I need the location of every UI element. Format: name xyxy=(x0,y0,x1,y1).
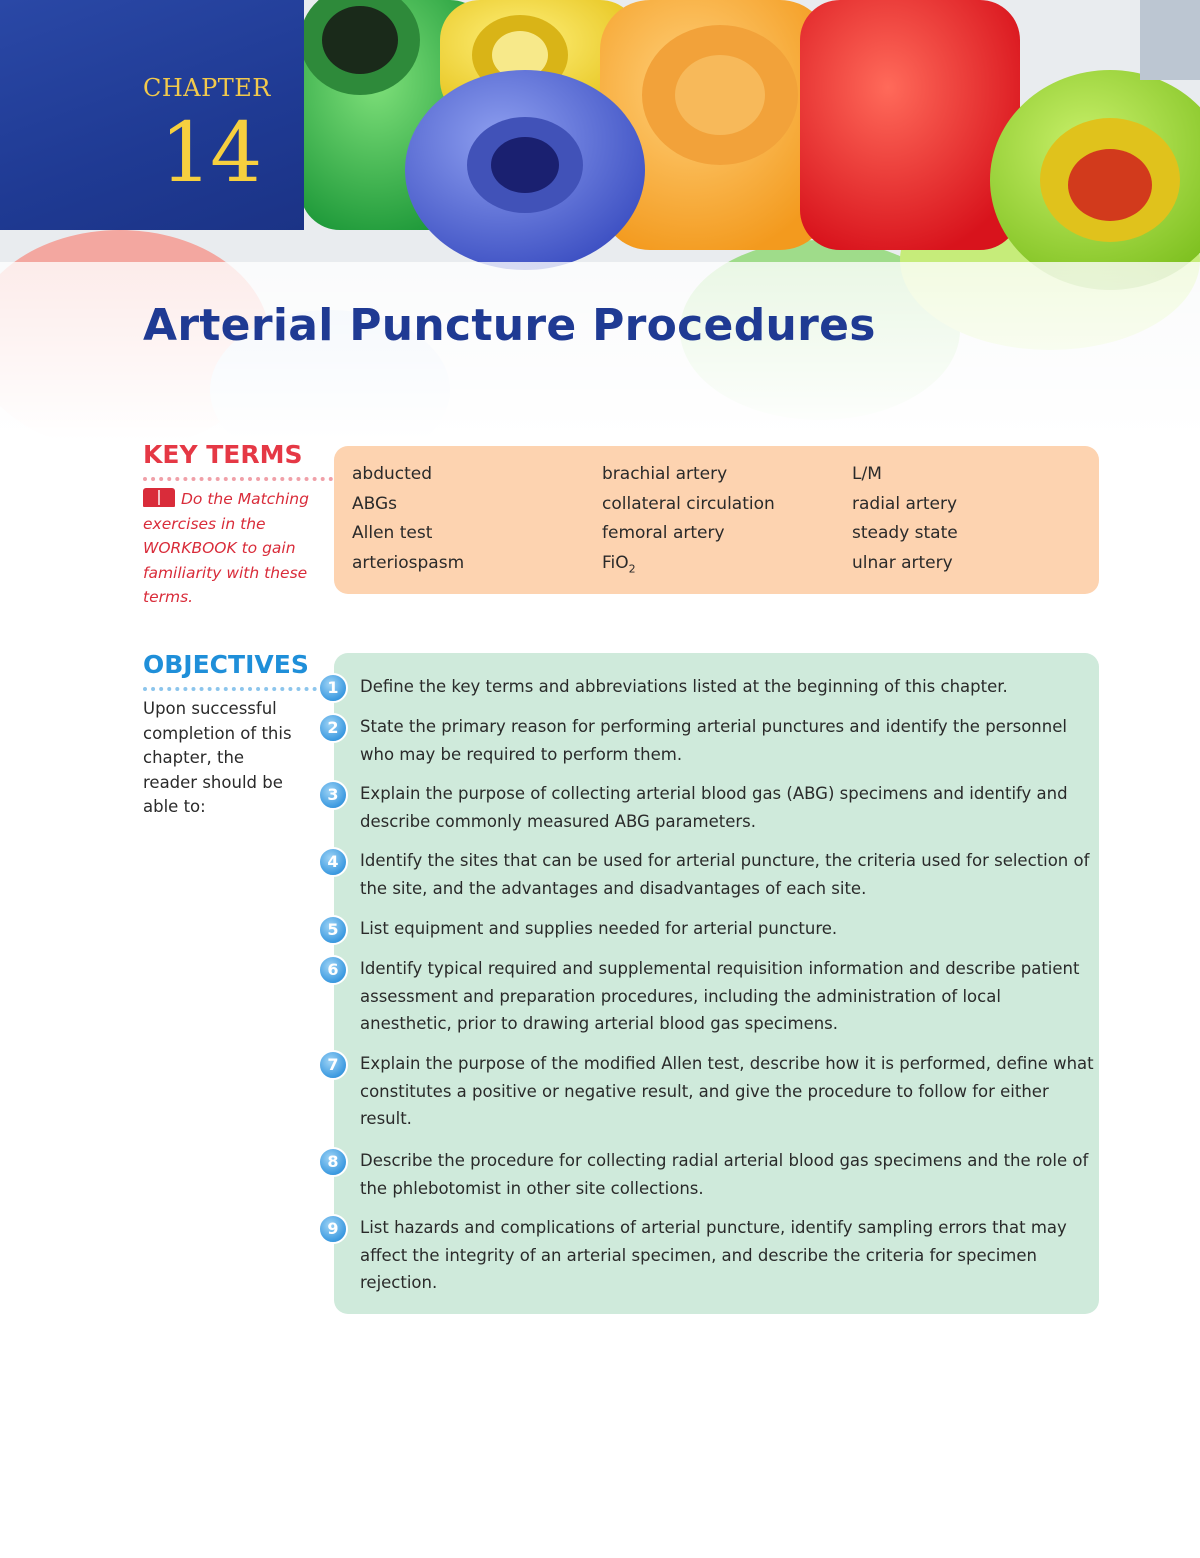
key-terms-note-text: Do the Matching exercises in the WORKBOOK to gain familiarity with these terms. xyxy=(143,490,309,606)
objective-item: State the primary reason for performing arterial punctures and identify the personnel who may be required to perform them. xyxy=(360,717,1067,764)
objective-number-badge: 6 xyxy=(318,955,348,985)
key-term: ABGs xyxy=(352,493,398,514)
objective-item: Explain the purpose of the modified Allen test, describe how it is performed, define what constitutes a positive or negative result, and give the procedure to follow for either result. xyxy=(360,1054,1094,1128)
objective-item: Identify the sites that can be used for arterial puncture, the criteria used for selection of the site, and the advantages and disadvantages of each site. xyxy=(360,851,1090,898)
chapter-number: 14 xyxy=(160,106,261,201)
key-terms-box xyxy=(334,446,1099,594)
key-terms-divider xyxy=(143,477,333,481)
objective-number-badge: 3 xyxy=(318,780,348,810)
objectives-intro: Upon successful completion of this chapter, the reader should be able to: xyxy=(143,699,292,816)
objective-item: Identify typical required and supplemental requisition information and describe patient assessment and preparation procedures, including the administration of local anesthetic, prior to drawing arterial blood gas specimens. xyxy=(360,959,1080,1033)
header-photo xyxy=(0,0,1200,440)
page-title: Arterial Puncture Procedures xyxy=(143,300,876,351)
objective-number-badge: 2 xyxy=(318,713,348,743)
objective-item: Describe the procedure for collecting radial arterial blood gas specimens and the role of the phlebotomist in other site collections. xyxy=(360,1151,1089,1198)
key-terms-note xyxy=(143,487,313,610)
key-term: steady state xyxy=(852,523,958,544)
objective-number-badge: 8 xyxy=(318,1147,348,1177)
key-term: brachial artery xyxy=(602,464,728,484)
objectives-heading: OBJECTIVES xyxy=(143,650,309,679)
key-term: Allen test xyxy=(352,523,433,544)
objectives-divider xyxy=(143,687,333,691)
key-terms-heading: KEY TERMS xyxy=(143,440,303,469)
objective-number-badge: 1 xyxy=(318,673,348,703)
chapter-label: CHAPTER xyxy=(143,74,271,102)
key-term-subscript: 2 xyxy=(628,562,636,576)
objective-item: List equipment and supplies needed for arterial puncture. xyxy=(360,919,838,938)
key-term: femoral artery xyxy=(602,523,725,544)
key-terms-column-1 xyxy=(352,460,592,579)
objective-item: List hazards and complications of arterial puncture, identify sampling errors that may affect the integrity of an arterial specimen, and describe the criteria for specimen rejection. xyxy=(360,1218,1067,1292)
key-term: collateral circulation xyxy=(602,493,775,514)
key-terms-column-2 xyxy=(602,460,842,584)
workbook-icon xyxy=(143,488,175,507)
key-term: radial artery xyxy=(852,493,958,514)
objective-item: Define the key terms and abbreviations listed at the beginning of this chapter. xyxy=(360,677,1008,696)
key-term: L/M xyxy=(852,464,882,484)
key-term: arteriospasm xyxy=(352,553,465,574)
key-term: ulnar artery xyxy=(852,553,953,574)
objective-number-badge: 9 xyxy=(318,1214,348,1244)
header-fade xyxy=(0,262,1200,440)
objective-number-badge: 5 xyxy=(318,915,348,945)
key-terms-column-3 xyxy=(852,460,1092,579)
key-term-fio2 xyxy=(602,549,842,584)
objective-number-badge: 4 xyxy=(318,847,348,877)
objective-item: Explain the purpose of collecting arterial blood gas (ABG) specimens and identify and describe commonly measured ABG parameters. xyxy=(360,784,1068,831)
objective-number-badge: 7 xyxy=(318,1050,348,1080)
key-term: abducted xyxy=(352,464,433,484)
key-term: FiO xyxy=(602,553,629,574)
